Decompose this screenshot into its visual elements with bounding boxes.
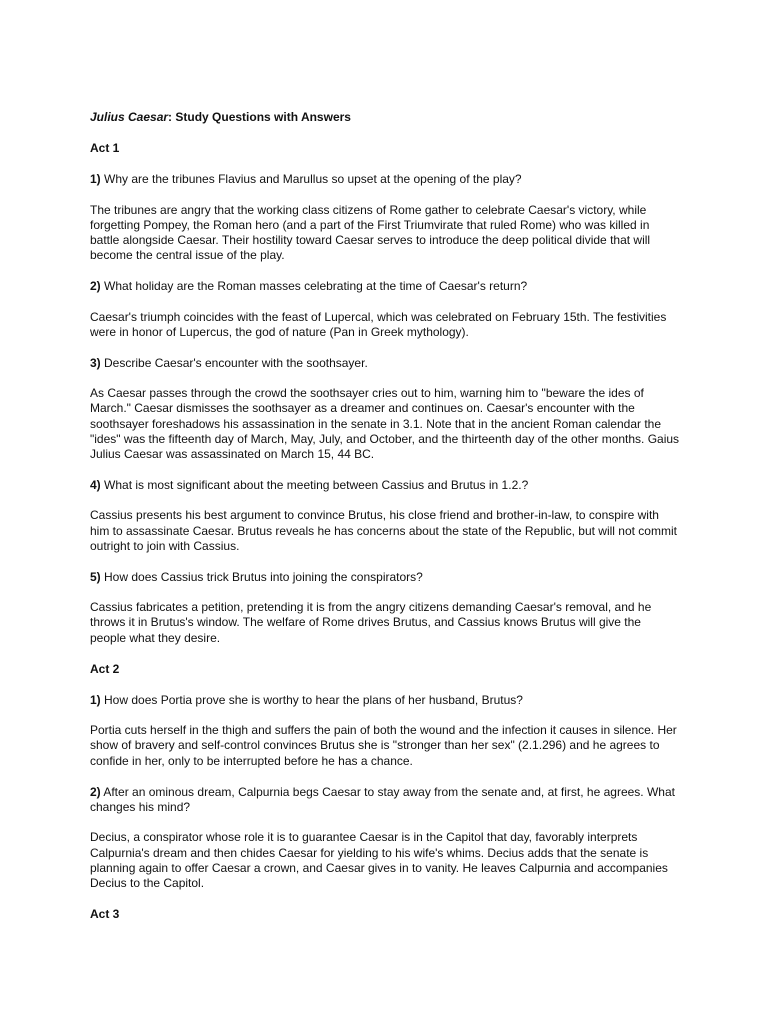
question-text: How does Portia prove she is worthy to hear the plans of her husband, Brutus?: [104, 693, 523, 708]
question-number: 1): [90, 172, 101, 187]
answer: As Caesar passes through the crowd the soothsayer cries out to him, warning him to "beware the ides of March." Caesar dismisses the soothsayer as a dreamer and continues on. Caesar's encounter with the soothsayer foreshadows his assassination in the senate in 3.1. Note that in the ancient Roman calendar the "ides" was the fifteenth day of March, May, July, and October, and the thirteenth day of the other months. Gaius Julius Caesar was assassinated on March 15, 44 BC.: [90, 386, 680, 462]
title-work-name: Julius Caesar: [90, 110, 169, 124]
document-title: [90, 110, 680, 125]
question: [90, 570, 680, 585]
question-text: What holiday are the Roman masses celebrating at the time of Caesar's return?: [104, 279, 528, 294]
question-number: 1): [90, 693, 101, 708]
question: [90, 279, 680, 294]
question-text: Describe Caesar's encounter with the soothsayer.: [104, 356, 368, 371]
question-text: Why are the tribunes Flavius and Marullus so upset at the opening of the play?: [104, 172, 522, 187]
act-heading: Act 1: [90, 141, 120, 156]
answer: The tribunes are angry that the working class citizens of Rome gather to celebrate Caesar's victory, while forgetting Pompey, the Roman hero (and a part of the First Triumvirate that ruled Rome) who was killed in battle alongside Caesar. Their hostility toward Caesar serves to introduce the deep political divide that will become the central issue of the play.: [90, 202, 651, 263]
answer: Cassius fabricates a petition, pretending it is from the angry citizens demanding Caesar's removal, and he throws it in Brutus's window. The welfare of Rome drives Brutus, and Cassius knows Brutus will give the people what they desire.: [90, 600, 652, 645]
answer: Cassius presents his best argument to convince Brutus, his close friend and brother-in-law, to conspire with him to assassinate Caesar. Brutus reveals he has concerns about the state of the Republic, but will not commit outright to join with Cassius.: [90, 508, 677, 553]
question: [90, 356, 680, 371]
answer: Caesar's triumph coincides with the feast of Lupercal, which was celebrated on February 15th. The festivities were in honor of Lupercus, the god of nature (Pan in Greek mythology).: [90, 309, 667, 339]
question-text: What is most significant about the meeting between Cassius and Brutus in 1.2.?: [104, 478, 529, 493]
question: [90, 172, 680, 187]
question-number: 3): [90, 356, 101, 371]
question: [90, 785, 680, 815]
answer: Decius, a conspirator whose role it is to guarantee Caesar is in the Capitol that day, favorably interprets Calpurnia's dream and then chides Caesar for yielding to his wife's whims. Decius adds that the senate is planning again to offer Caesar a crown, and Caesar gives in to vanity. He leaves Calpurnia and accompanies Decius to the Capitol.: [90, 830, 668, 890]
question-text: How does Cassius trick Brutus into joining the conspirators?: [104, 570, 423, 585]
question-number: 5): [90, 570, 101, 585]
act-heading: Act 2: [90, 661, 120, 676]
act-heading: Act 3: [90, 907, 120, 922]
answer: Portia cuts herself in the thigh and suffers the pain of both the wound and the infection it causes in silence. Her show of bravery and self-control convinces Brutus she is "stronger than her sex" (2.1.296) and he agrees to confide in her, only to be interrupted before he has a chance.: [90, 723, 677, 768]
document-page: [90, 110, 680, 938]
question-number: 4): [90, 478, 101, 493]
question: [90, 693, 680, 708]
question-number: 2): [90, 784, 101, 799]
title-rest: : Study Questions with Answers: [168, 110, 351, 124]
question: [90, 478, 680, 493]
question-text: After an ominous dream, Calpurnia begs Caesar to stay away from the senate and, at first, he agrees. What changes his mind?: [90, 784, 675, 815]
question-number: 2): [90, 279, 101, 294]
